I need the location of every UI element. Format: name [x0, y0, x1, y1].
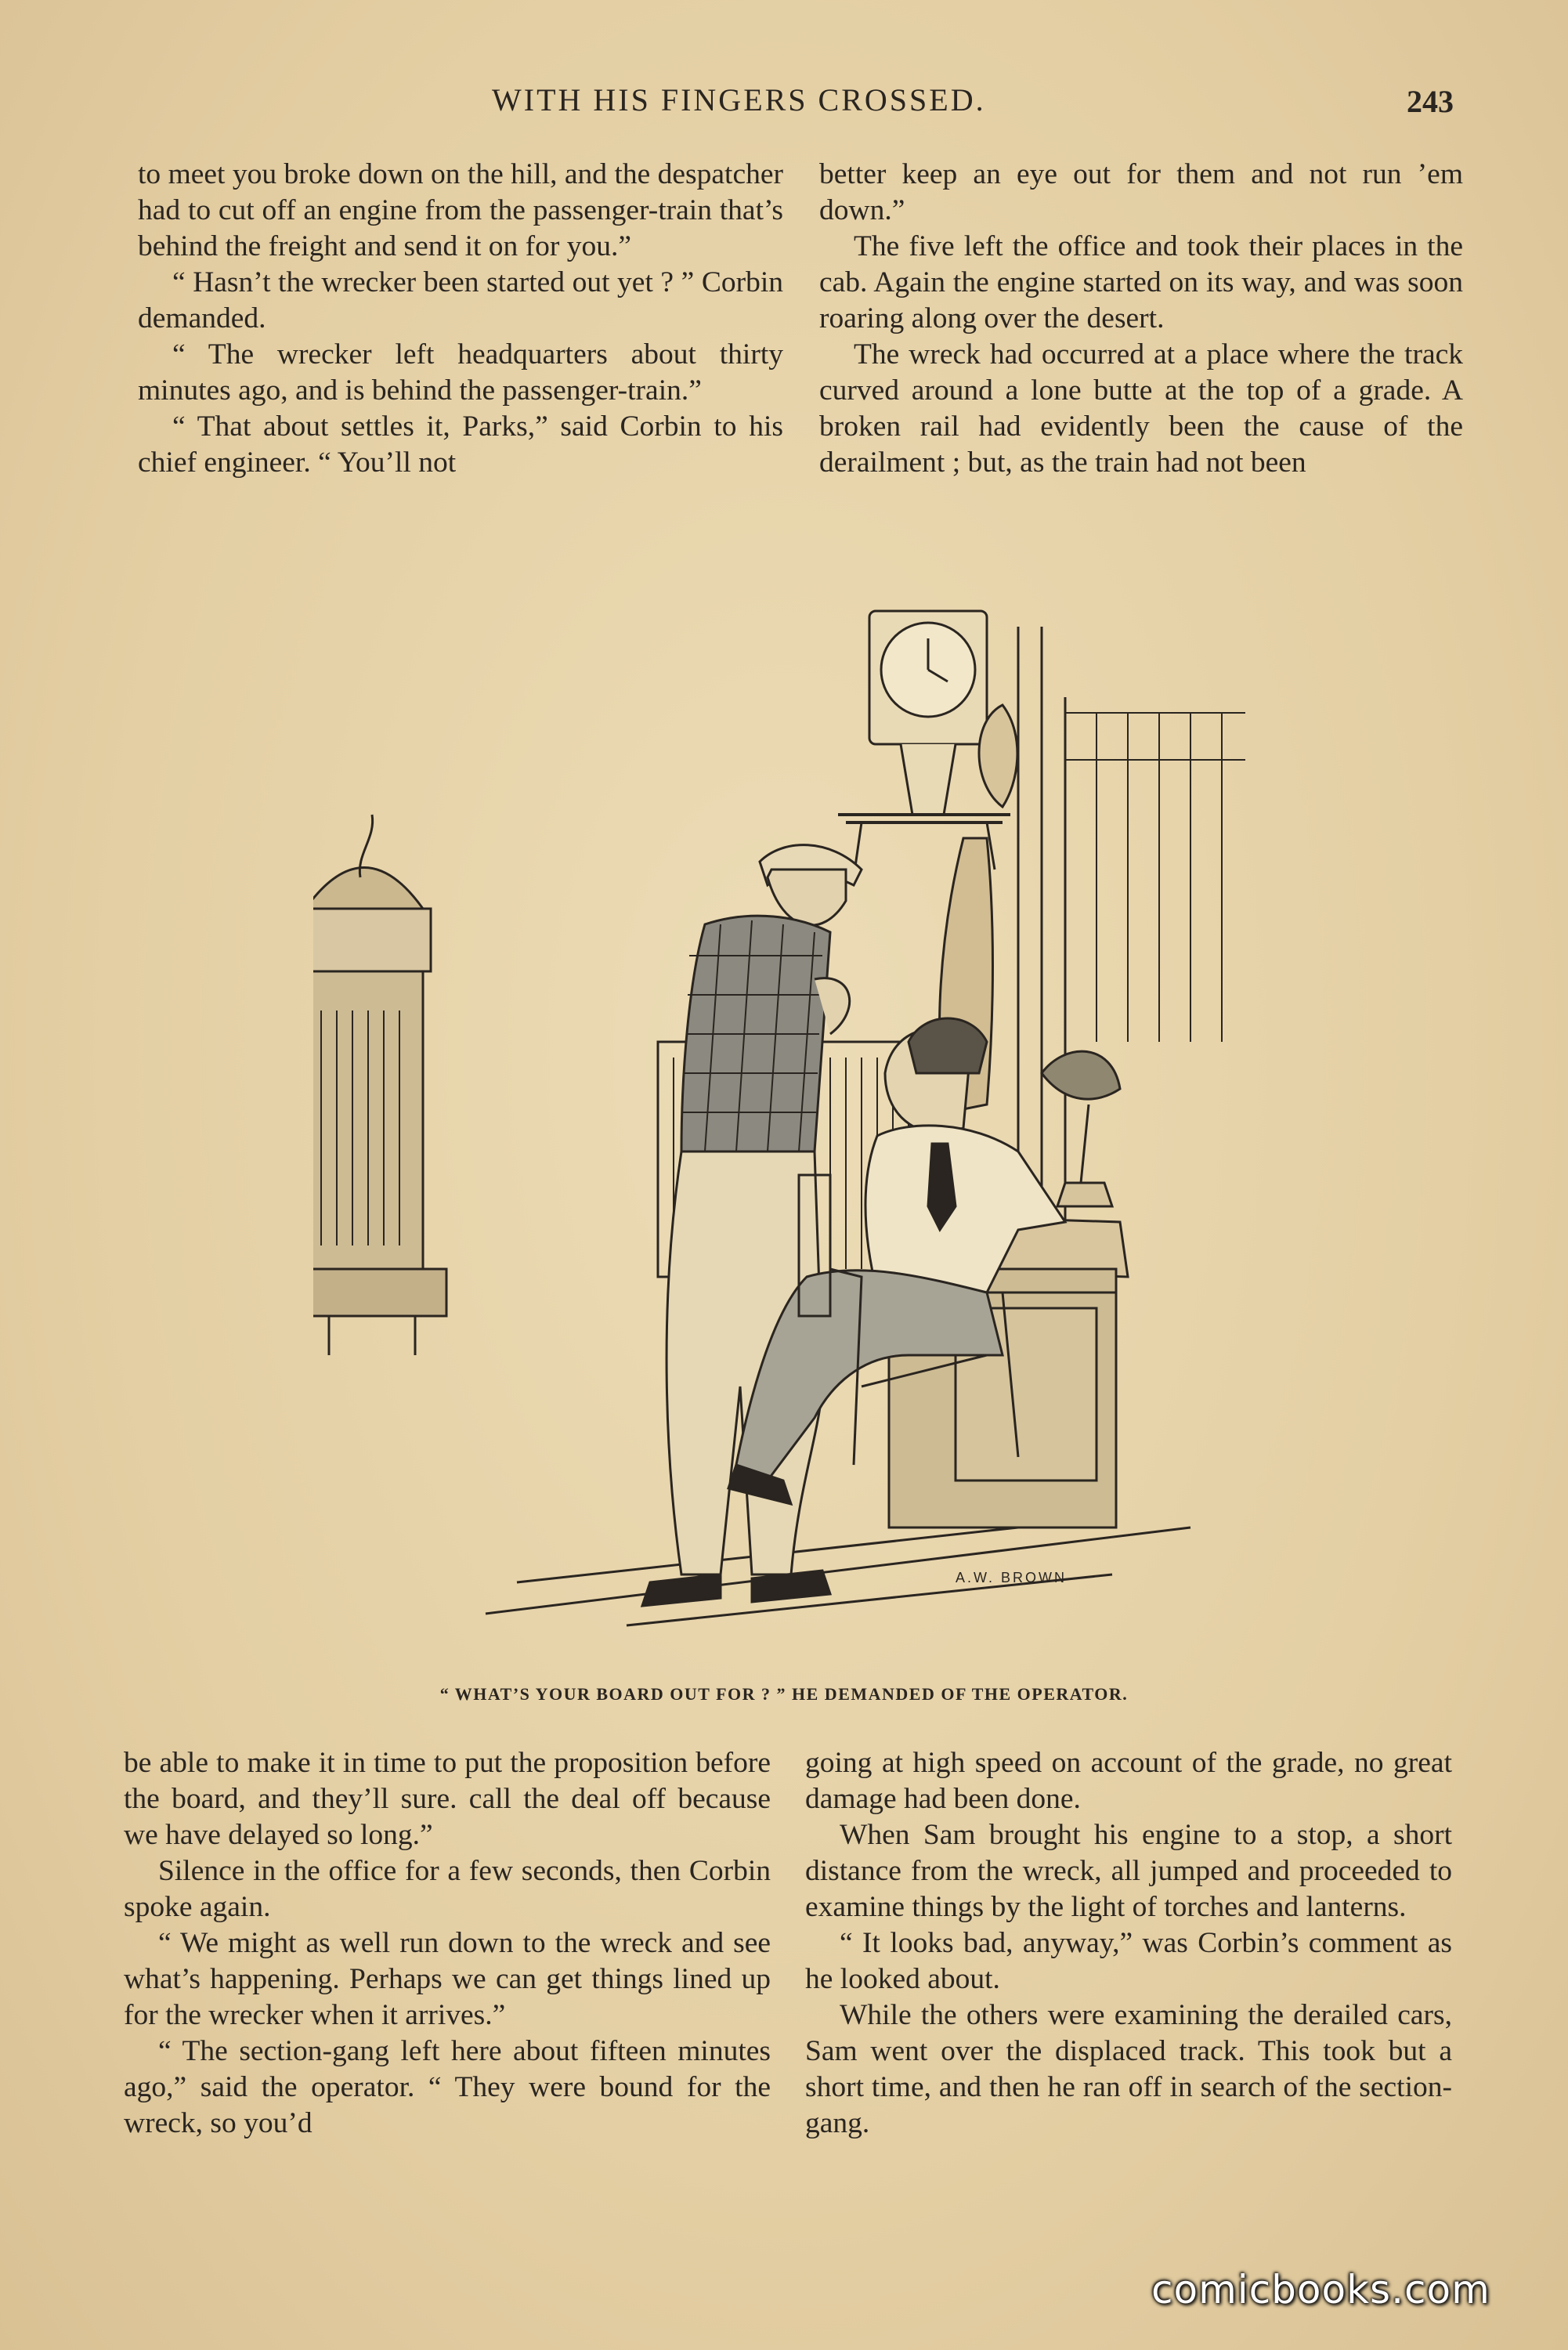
running-title: WITH HIS FINGERS CROSSED. — [492, 82, 986, 118]
paragraph: “ It looks bad, anyway,” was Corbin’s comment as he looked about. — [805, 1927, 1452, 1995]
text-column-top-left — [138, 157, 783, 481]
watermark: comicbooks.com — [1151, 2267, 1490, 2312]
paragraph: “ The wrecker left headquarters about thirty minutes ago, and is behind the passenger-train.” — [138, 338, 783, 407]
paragraph: to meet you broke down on the hill, and the despatcher had to cut off an engine from the passenger-train that’s behind the freight and send it on for you.” — [138, 158, 783, 262]
artist-signature: A.W. BROWN — [956, 1570, 1067, 1585]
paragraph: “ That about settles it, Parks,” said Corbin to his chief engineer. “ You’ll not — [138, 410, 783, 479]
text-column-bottom-right — [805, 1745, 1452, 2142]
paragraph: The five left the office and took their places in the cab. Again the engine started on its way, and was soon roaring along over the desert. — [819, 230, 1463, 334]
paragraph: be able to make it in time to put the proposition before the board, and they’ll sure. call the deal off because we have delayed so long.” — [124, 1747, 771, 1851]
illustration — [313, 603, 1269, 1645]
paragraph: While the others were examining the derailed cars, Sam went over the displaced track. This took but a short time, and then he ran off in search of the section-gang. — [805, 1999, 1452, 2139]
paragraph: Silence in the office for a few seconds, then Corbin spoke again. — [124, 1855, 771, 1923]
page-number: 243 — [1407, 84, 1454, 119]
paragraph: “ Hasn’t the wrecker been started out yet ? ” Corbin demanded. — [138, 266, 783, 334]
illustration-caption: “ WHAT’S YOUR BOARD OUT FOR ? ” HE DEMANDED OF THE OPERATOR. — [439, 1684, 1129, 1704]
page-header — [0, 81, 1568, 128]
text-column-bottom-left — [124, 1745, 771, 2142]
paragraph: going at high speed on account of the grade, no great damage had been done. — [805, 1747, 1452, 1815]
text-column-top-right — [819, 157, 1463, 481]
paragraph: “ The section-gang left here about fifteen minutes ago,” said the operator. “ They were bound for the wreck, so you’d — [124, 2035, 771, 2139]
paragraph: The wreck had occurred at a place where the track curved around a lone butte at the top of a grade. A broken rail had evidently been the cause of the derailment ; but, as the train had not been — [819, 338, 1463, 479]
paragraph: “ We might as well run down to the wreck and see what’s happening. Perhaps we can get things lined up for the wrecker when it arrives.” — [124, 1927, 771, 2031]
paragraph: better keep an eye out for them and not run ’em down.” — [819, 158, 1463, 226]
paragraph: When Sam brought his engine to a stop, a short distance from the wreck, all jumped and proceeded to examine things by the light of torches and lanterns. — [805, 1819, 1452, 1923]
